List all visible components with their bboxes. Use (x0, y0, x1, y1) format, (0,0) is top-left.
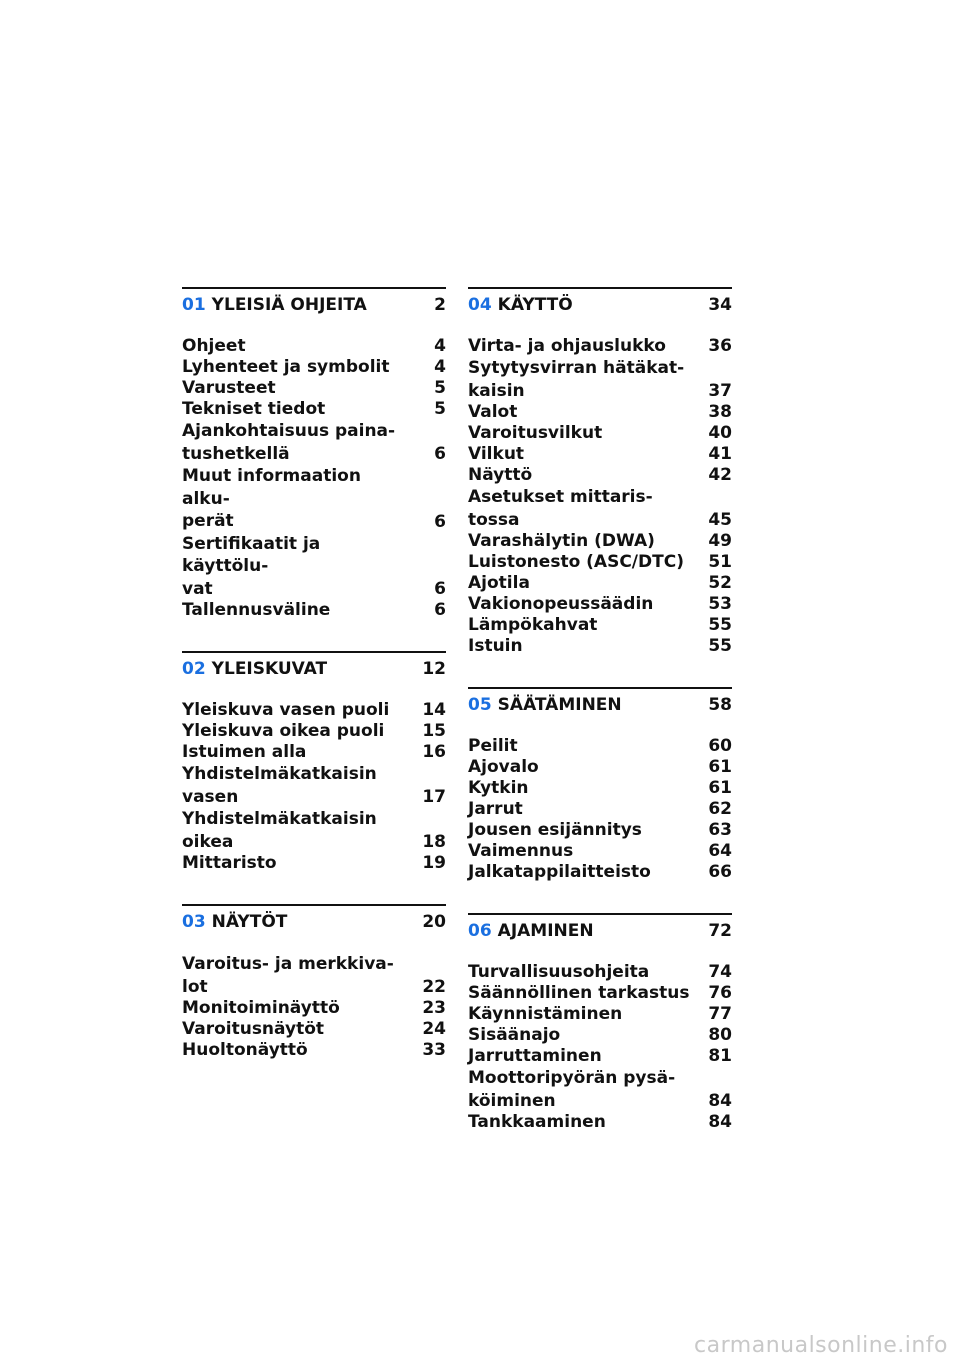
toc-entry[interactable] (468, 1025, 732, 1046)
toc-entry[interactable] (468, 1112, 732, 1133)
toc-entry[interactable] (182, 420, 446, 465)
toc-entry[interactable] (468, 962, 732, 983)
entry-page: 4 (434, 357, 446, 377)
toc-section (182, 651, 446, 904)
entry-page: 6 (434, 600, 446, 620)
toc-entry[interactable] (468, 841, 732, 862)
entry-page: 16 (422, 742, 446, 762)
section-page: 12 (422, 659, 446, 679)
entry-page: 84 (708, 1112, 732, 1132)
entry-page: 19 (422, 853, 446, 873)
section-number: 06 (468, 921, 492, 941)
entry-page: 6 (434, 579, 446, 599)
entry-title: Käynnistäminen (468, 1004, 623, 1024)
toc-section (468, 287, 732, 687)
toc-entry[interactable] (468, 423, 732, 444)
toc-entry[interactable] (182, 1019, 446, 1040)
entry-page: 52 (708, 573, 732, 593)
entry-title: Varoitusnäytöt (182, 1019, 325, 1039)
entry-title: Kytkin (468, 778, 529, 798)
toc-entry[interactable] (182, 378, 446, 399)
entry-title: Muut informaation alku- perät (182, 466, 361, 531)
entry-page: 45 (708, 510, 732, 530)
toc-entry[interactable] (182, 853, 446, 874)
entry-page: 84 (708, 1091, 732, 1111)
toc-entry[interactable] (468, 1004, 732, 1025)
toc-entry[interactable] (182, 600, 446, 621)
watermark: carmanualsonline.info (694, 1333, 948, 1358)
entry-page: 64 (708, 841, 732, 861)
entry-title: Jalkatappilaitteisto (468, 862, 651, 882)
entry-page: 49 (708, 531, 732, 551)
entry-title: Moottoripyörän pysä- köiminen (468, 1068, 676, 1111)
toc-entry[interactable] (182, 742, 446, 763)
toc-column-right (468, 287, 732, 1133)
toc-entry[interactable] (468, 336, 732, 357)
section-number: 02 (182, 659, 206, 679)
toc-entry[interactable] (182, 533, 446, 601)
entry-title: Vakionopeussäädin (468, 594, 654, 614)
toc-entry[interactable] (468, 636, 732, 657)
entry-title: Turvallisuusohjeita (468, 962, 650, 982)
toc-entry[interactable] (182, 808, 446, 853)
section-title: YLEISIÄ OHJEITA (211, 295, 367, 315)
entry-page: 6 (434, 444, 446, 464)
toc-entry[interactable] (468, 757, 732, 778)
entry-page: 33 (422, 1040, 446, 1060)
section-title: SÄÄTÄMINEN (497, 695, 622, 715)
entry-page: 14 (422, 700, 446, 720)
toc-section (182, 904, 446, 1061)
entry-title: Näyttö (468, 465, 533, 485)
entry-page: 38 (708, 402, 732, 422)
section-title: NÄYTÖT (211, 912, 288, 932)
entry-page: 61 (708, 757, 732, 777)
section-title: AJAMINEN (497, 921, 594, 941)
toc-entry[interactable] (468, 1067, 732, 1112)
toc-entry[interactable] (468, 465, 732, 486)
toc-entry[interactable] (468, 552, 732, 573)
entry-page: 63 (708, 820, 732, 840)
toc-entry[interactable] (468, 573, 732, 594)
section-page: 34 (708, 295, 732, 315)
entry-page: 61 (708, 778, 732, 798)
entry-title: Varoitus- ja merkkiva- lot (182, 954, 394, 997)
entry-title: Valot (468, 402, 518, 422)
toc-entry[interactable] (468, 615, 732, 636)
entry-title: Luistonesto (ASC/DTC) (468, 552, 684, 572)
entry-title: Asetukset mittaris- tossa (468, 487, 653, 530)
toc-entry[interactable] (468, 1046, 732, 1067)
entry-page: 77 (708, 1004, 732, 1024)
entry-page: 62 (708, 799, 732, 819)
entry-page: 15 (422, 721, 446, 741)
toc-entry[interactable] (182, 1040, 446, 1061)
toc-entry[interactable] (468, 594, 732, 615)
entry-page: 17 (422, 787, 446, 807)
entry-title: Jousen esijännitys (468, 820, 642, 840)
entry-title: Vilkut (468, 444, 525, 464)
entry-title: Yleiskuva vasen puoli (182, 700, 390, 720)
toc-entry[interactable] (182, 336, 446, 357)
section-heading[interactable] (468, 689, 732, 722)
entry-title: Tekniset tiedot (182, 399, 326, 419)
entry-page: 51 (708, 552, 732, 572)
entry-title: Säännöllinen tarkastus (468, 983, 690, 1003)
entry-page: 24 (422, 1019, 446, 1039)
toc-entry[interactable] (468, 799, 732, 820)
toc-entry[interactable] (468, 357, 732, 402)
section-heading[interactable] (182, 653, 446, 686)
entry-page: 4 (434, 336, 446, 356)
entry-page: 36 (708, 336, 732, 356)
section-heading[interactable] (468, 915, 732, 948)
entry-title: Jarrut (468, 799, 523, 819)
entry-title: Sisäänajo (468, 1025, 561, 1045)
entry-title: Yleiskuva oikea puoli (182, 721, 385, 741)
toc-entry[interactable] (182, 700, 446, 721)
entry-page: 76 (708, 983, 732, 1003)
toc-entry[interactable] (182, 763, 446, 808)
entry-page: 80 (708, 1025, 732, 1045)
toc-entry[interactable] (468, 862, 732, 883)
entry-page: 66 (708, 862, 732, 882)
toc-entry[interactable] (468, 486, 732, 531)
section-number: 03 (182, 912, 206, 932)
entry-page: 60 (708, 736, 732, 756)
entry-title: Varusteet (182, 378, 276, 398)
entry-page: 40 (708, 423, 732, 443)
entry-title: Lyhenteet ja symbolit (182, 357, 390, 377)
section-title: YLEISKUVAT (211, 659, 328, 679)
entry-page: 55 (708, 636, 732, 656)
section-number: 04 (468, 295, 492, 315)
entry-title: Ajankohtaisuus paina- tushetkellä (182, 421, 396, 464)
entry-title: Jarruttaminen (468, 1046, 602, 1066)
entry-title: Yhdistelmäkatkaisin oikea (182, 809, 377, 852)
section-title: KÄYTTÖ (497, 295, 573, 315)
section-heading[interactable] (182, 289, 446, 322)
toc-entry[interactable] (468, 402, 732, 423)
entry-page: 81 (708, 1046, 732, 1066)
entry-title: Sertifikaatit ja käyttölu- vat (182, 533, 321, 599)
entry-title: Virta- ja ohjauslukko (468, 336, 666, 356)
toc-entry[interactable] (182, 998, 446, 1019)
toc-section (468, 687, 732, 913)
entry-page: 18 (422, 832, 446, 852)
toc-entry[interactable] (182, 357, 446, 378)
entry-title: Istuin (468, 636, 523, 656)
entry-title: Tallennusväline (182, 600, 331, 620)
entry-title: Ajovalo (468, 757, 539, 777)
toc-column-left (182, 287, 446, 1061)
toc-entry[interactable] (468, 820, 732, 841)
entry-title: Istuimen alla (182, 742, 307, 762)
entry-title: Huoltonäyttö (182, 1040, 308, 1060)
entry-title: Ohjeet (182, 336, 246, 356)
entry-title: Monitoiminäyttö (182, 998, 340, 1018)
entry-page: 53 (708, 594, 732, 614)
section-heading[interactable] (182, 906, 446, 939)
entry-page: 74 (708, 962, 732, 982)
entry-title: Tankkaaminen (468, 1112, 606, 1132)
toc-entry[interactable] (182, 721, 446, 742)
toc-entry[interactable] (468, 531, 732, 552)
toc-section (182, 287, 446, 651)
toc-entry[interactable] (468, 444, 732, 465)
entry-title: Yhdistelmäkatkaisin vasen (182, 764, 377, 807)
entry-page: 23 (422, 998, 446, 1018)
toc-entry[interactable] (468, 736, 732, 757)
entry-title: Sytytysvirran hätäkat- kaisin (468, 358, 685, 401)
entry-title: Varashälytin (DWA) (468, 531, 655, 551)
entry-title: Peilit (468, 736, 518, 756)
section-number: 05 (468, 695, 492, 715)
entry-page: 37 (708, 381, 732, 401)
entry-title: Ajotila (468, 573, 530, 593)
section-heading[interactable] (468, 289, 732, 322)
section-page: 20 (422, 912, 446, 932)
entry-page: 22 (422, 977, 446, 997)
section-number: 01 (182, 295, 206, 315)
entry-title: Varoitusvilkut (468, 423, 603, 443)
entry-title: Vaimennus (468, 841, 574, 861)
entry-page: 41 (708, 444, 732, 464)
entry-title: Lämpökahvat (468, 615, 598, 635)
toc-entry[interactable] (468, 983, 732, 1004)
toc-section (468, 913, 732, 1133)
section-page: 72 (708, 921, 732, 941)
section-page: 58 (708, 695, 732, 715)
entry-page: 55 (708, 615, 732, 635)
toc-entry[interactable] (468, 778, 732, 799)
entry-page: 6 (434, 511, 446, 532)
entry-page: 5 (434, 399, 446, 419)
section-page: 2 (434, 295, 446, 315)
toc-entry[interactable] (182, 399, 446, 420)
entry-title: Mittaristo (182, 853, 277, 873)
entry-page: 42 (708, 465, 732, 485)
toc-entry[interactable] (182, 465, 446, 533)
toc-entry[interactable] (182, 953, 446, 998)
entry-page: 5 (434, 378, 446, 398)
